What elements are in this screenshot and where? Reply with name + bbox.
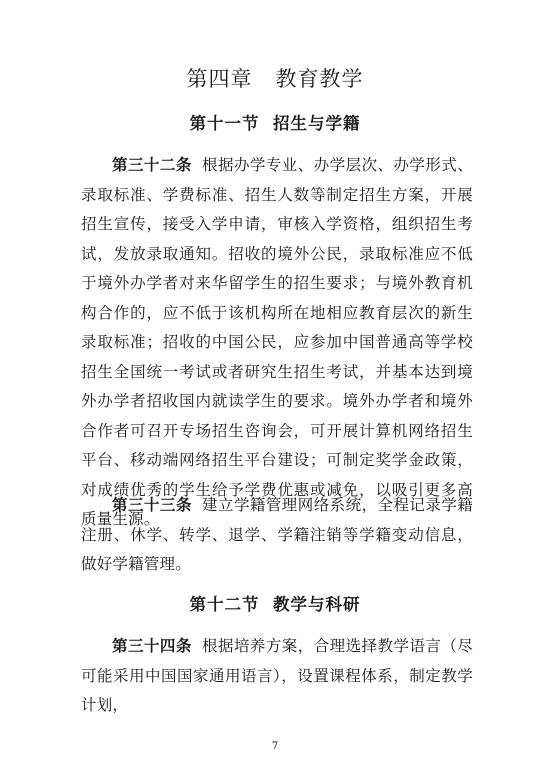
section-title-11: 第十一节 招生与学籍 bbox=[189, 114, 361, 133]
article-32 bbox=[81, 150, 473, 535]
article-33-text: 建立学籍管理网络系统，全程记录学籍注册、休学、转学、退学、学籍注销等学籍变动信息，做好学籍管理。 bbox=[81, 496, 473, 573]
article-34 bbox=[81, 631, 473, 721]
chapter-title: 第四章 教育教学 bbox=[186, 67, 364, 91]
article-32-number: 第三十二条 bbox=[112, 155, 192, 174]
article-34-text: 根据培养方案，合理选择教学语言（尽可能采用中国国家通用语言），设置课程体系，制定教学计划， bbox=[81, 637, 473, 714]
article-33-number: 第三十三条 bbox=[112, 495, 192, 514]
article-33 bbox=[81, 490, 473, 580]
article-32-text: 根据办学专业、办学层次、办学形式、录取标准、学费标准、招生人数等制定招生方案，开展招生宣传，接受入学申请，审核入学资格，组织招生考试，发放录取通知。招收的境外公民，录取标准应不低于境外办学者对来华留学生的招生要求；与境外教育机构合作的，应不低于该机构所在地相应教育层次的新生录取标准；招收的中国公民，应参加中国普通高等学校招生全国统一考试或者研究生招生考试，并基本达到境外办学者招收国内就读学生的要求。境外办学者和境外合作者可召开专场招生咨询会，可开展计算机网络招生平台、移动端网络招生平台建设；可制定奖学金政策，对成绩优秀的学生给予学费优惠或减免，以吸引更多高质量生源。 bbox=[81, 156, 473, 528]
section-title-12: 第十二节 教学与科研 bbox=[189, 595, 361, 614]
page-number: 7 bbox=[271, 741, 279, 752]
article-34-number: 第三十四条 bbox=[112, 636, 192, 655]
